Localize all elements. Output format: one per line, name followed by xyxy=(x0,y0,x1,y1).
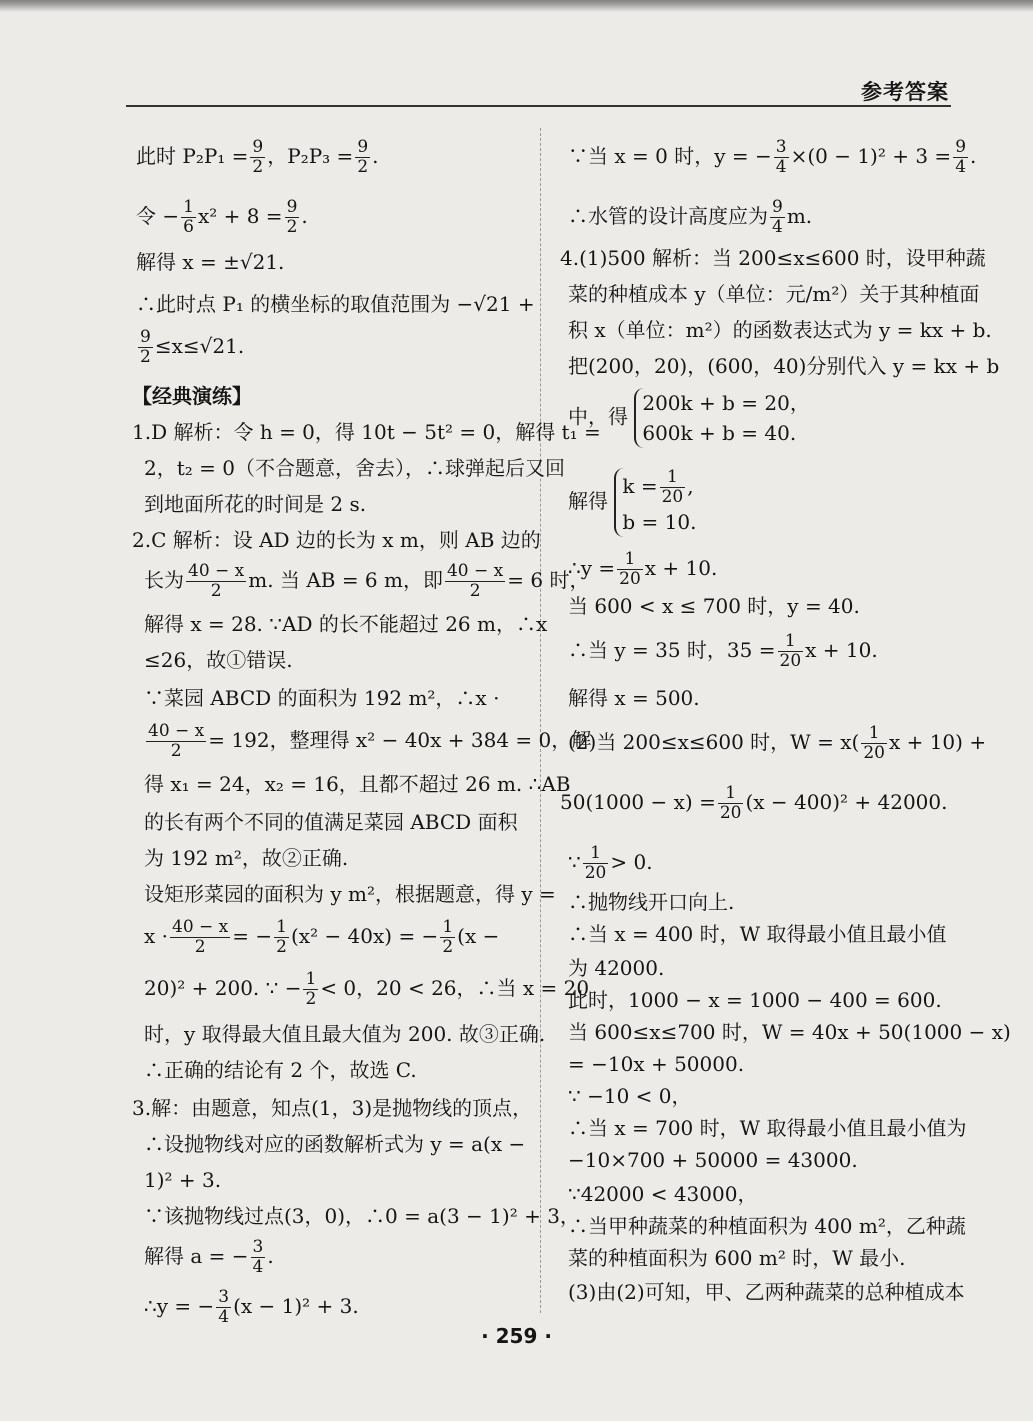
answer-line: 解得 x = 28. ∵AD 的长不能超过 26 m，∴x xyxy=(144,612,548,636)
answer-line: 为 42000. xyxy=(568,956,665,980)
answer-line: ∴抛物线开口向上. xyxy=(568,890,735,914)
answer-line: ∵该抛物线过点(3，0)，∴0 = a(3 − 1)² + 3， xyxy=(144,1204,580,1228)
answer-line: ∵菜园 ABCD 的面积为 192 m²，∴x · xyxy=(144,686,500,710)
answer-line: 把(200，20)，(600，40)分别代入 y = kx + b xyxy=(568,354,1000,378)
answer-line: ∴正确的结论有 2 个，故选 C. xyxy=(144,1058,417,1082)
answer-line: 解得 a = − $\frac{3}{4}$ . xyxy=(144,1237,274,1277)
answer-line: 此时 P₂P₁ = $\frac{9}{2}$ ，P₂P₃ = $\frac{9}{2}$ . xyxy=(136,137,379,177)
answer-line: 2.C 解析：设 AD 边的长为 x m，则 AB 边的 xyxy=(132,528,541,552)
answer-line: ∴此时点 P₁ 的横坐标的取值范围为 −√21 + xyxy=(136,292,535,316)
equation-system: k = $\frac{1}{20}$ , b = 10. xyxy=(614,468,696,537)
answer-line: 2，t₂ = 0（不合题意，舍去），∴球弹起后又回 xyxy=(144,456,565,480)
answer-line: 积 x（单位：m²）的函数表达式为 y = kx + b. xyxy=(568,318,992,342)
answer-line: ∴当甲种蔬菜的种植面积为 400 m²，乙种蔬 xyxy=(568,1214,966,1238)
answer-line: ∴设抛物线对应的函数解析式为 y = a(x − xyxy=(144,1132,526,1156)
answer-line: 菜的种植成本 y（单位：元/m²）关于其种植面 xyxy=(568,282,980,306)
answer-line: −10×700 + 50000 = 43000. xyxy=(568,1148,858,1172)
answer-line: 当 600≤x≤700 时，W = 40x + 50(1000 − x) xyxy=(568,1020,1011,1044)
header-rule xyxy=(126,105,951,107)
page-number: · 259 · xyxy=(481,1324,552,1348)
answer-line: 时，y 取得最大值且最大值为 200. 故③正确. xyxy=(144,1022,546,1046)
answer-line: ∴当 x = 400 时，W 取得最小值且最小值 xyxy=(568,922,947,946)
answer-line: 的长有两个不同的值满足菜园 ABCD 面积 xyxy=(144,810,518,834)
answer-line: 到地面所花的时间是 2 s. xyxy=(144,492,367,516)
answer-line: 当 600 < x ≤ 700 时，y = 40. xyxy=(568,594,860,618)
answer-line: 解得 x = 500. xyxy=(568,686,700,710)
answer-line: 解得 k = $\frac{1}{20}$ , b = 10. xyxy=(560,468,696,537)
answer-line: 中，得 200k + b = 20， 600k + b = 40. xyxy=(560,388,810,448)
answer-line: 为 192 m²，故②正确. xyxy=(144,846,349,870)
column-divider xyxy=(540,128,541,1313)
scan-edge xyxy=(0,0,1033,12)
answer-line: ∵当 x = 0 时，y = − $\frac{3}{4}$ ×(0 − 1)² + 3 = $\frac{9}{4}$ . xyxy=(568,137,977,177)
answer-line: ∵ $\frac{1}{20}$ > 0. xyxy=(568,843,653,883)
answer-line: = −10x + 50000. xyxy=(568,1052,745,1076)
equation-system: 200k + b = 20， 600k + b = 40. xyxy=(634,388,810,448)
answer-line: ∵42000 < 43000， xyxy=(568,1182,758,1206)
answer-line: 此时，1000 − x = 1000 − 400 = 600. xyxy=(568,988,942,1012)
answer-line: 解得 x = ±√21. xyxy=(136,250,285,274)
answer-line: $\frac{9}{2}$ ≤x≤√21. xyxy=(140,327,245,367)
header-title: 参考答案 xyxy=(861,80,949,104)
answer-line: ∴水管的设计高度应为 $\frac{9}{4}$ m. xyxy=(568,197,813,237)
answer-line: 1)² + 3. xyxy=(144,1168,222,1192)
answer-line: 菜的种植面积为 600 m² 时，W 最小. xyxy=(568,1246,906,1270)
answer-line: 长为 $\frac{40 - x}{2}$ m. 当 AB = 6 m，即 $\frac{40 - x}{2}$ = 6 时， xyxy=(144,561,590,601)
answer-line: ∴y = − $\frac{3}{4}$ (x − 1)² + 3. xyxy=(144,1287,359,1327)
answer-line: ∴y = $\frac{1}{20}$ x + 10. xyxy=(568,549,718,589)
answer-line: 1.D 解析：令 h = 0，得 10t − 5t² = 0，解得 t₁ = xyxy=(132,420,601,444)
answer-line: ∵ −10 < 0， xyxy=(568,1084,692,1108)
answer-line: 4.(1)500 解析：当 200≤x≤600 时，设甲种蔬 xyxy=(560,246,986,270)
section-title: 【经典演练】 xyxy=(132,384,252,408)
answer-line: $\frac{40 - x}{2}$ = 192，整理得 x² − 40x + 384 = 0，解 xyxy=(148,721,592,761)
answer-line: 令 − $\frac{1}{6}$ x² + 8 = $\frac{9}{2}$ . xyxy=(136,197,308,237)
answer-line: ∴当 x = 700 时，W 取得最小值且最小值为 xyxy=(568,1116,967,1140)
answer-line: 3.解：由题意，知点(1，3)是抛物线的顶点， xyxy=(132,1096,533,1120)
answer-line: ≤26，故①错误. xyxy=(144,648,293,672)
answer-line: 设矩形菜园的面积为 y m²，根据题意，得 y = xyxy=(144,882,556,906)
answer-line: 得 x₁ = 24，x₂ = 16，且都不超过 26 m. ∴AB xyxy=(144,772,571,796)
answer-line: (3)由(2)可知，甲、乙两种蔬菜的总种植成本 xyxy=(568,1280,965,1304)
answer-line: ∴当 y = 35 时，35 = $\frac{1}{20}$ x + 10. xyxy=(568,631,878,671)
answer-line: (2)当 200≤x≤600 时，W = x( $\frac{1}{20}$ x + 10) + xyxy=(568,723,987,763)
answer-line: x · $\frac{40 - x}{2}$ = − $\frac{1}{2}$ (x² − 40x) = − $\frac{1}{2}$ (x − xyxy=(144,917,500,957)
answer-line: 50(1000 − x) = $\frac{1}{20}$ (x − 400)² + 42000. xyxy=(560,783,948,823)
answer-line: 20)² + 200. ∵ − $\frac{1}{2}$ < 0，20 < 26，∴当 x = 20 xyxy=(144,969,590,1009)
